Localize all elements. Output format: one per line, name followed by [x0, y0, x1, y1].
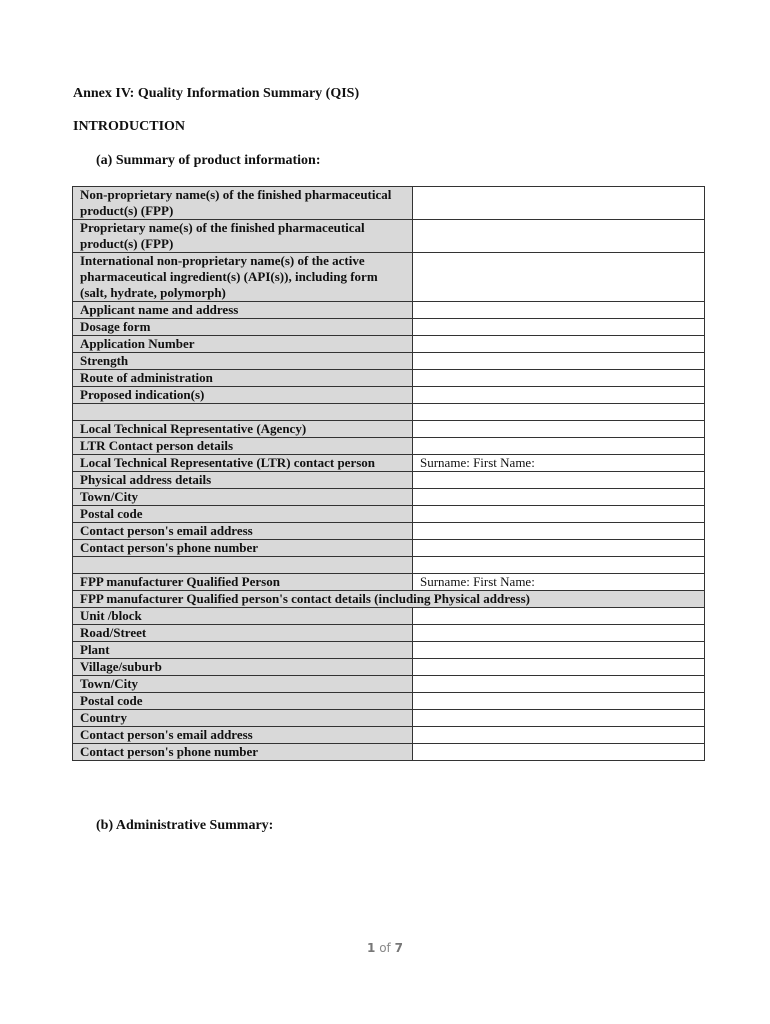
- table-row: [73, 642, 705, 659]
- table-row: [73, 506, 705, 523]
- table-label-cell: Village/suburb: [73, 659, 413, 676]
- table-spacer-cell: [73, 404, 413, 421]
- table-label-cell: Postal code: [73, 693, 413, 710]
- table-row: [73, 693, 705, 710]
- table-value-cell[interactable]: [413, 710, 705, 727]
- table-row: [73, 659, 705, 676]
- table-row: [73, 302, 705, 319]
- table-row: [73, 336, 705, 353]
- table-value-cell[interactable]: [413, 353, 705, 370]
- table-label-cell: Non-proprietary name(s) of the finished pharmaceutical product(s) (FPP): [73, 187, 413, 220]
- table-label-cell: Proposed indication(s): [73, 387, 413, 404]
- table-row: [73, 591, 705, 608]
- table-row: [73, 220, 705, 253]
- table-row: [73, 319, 705, 336]
- table-value-cell[interactable]: [413, 187, 705, 220]
- table-label-cell: Road/Street: [73, 625, 413, 642]
- table-row: [73, 676, 705, 693]
- table-value-cell[interactable]: [413, 744, 705, 761]
- table-value-cell[interactable]: [413, 676, 705, 693]
- table-row: [73, 744, 705, 761]
- table-value-cell[interactable]: [413, 540, 705, 557]
- summary-product-info-heading: (a) Summary of product information:: [96, 153, 321, 168]
- table-row: [73, 370, 705, 387]
- table-row: [73, 574, 705, 591]
- table-value-cell[interactable]: [413, 336, 705, 353]
- table-row: [73, 540, 705, 557]
- table-label-cell: Physical address details: [73, 472, 413, 489]
- table-row: [73, 253, 705, 302]
- table-value-cell[interactable]: [413, 642, 705, 659]
- table-value-cell[interactable]: [413, 625, 705, 642]
- table-spacer-cell: [73, 557, 413, 574]
- table-value-cell[interactable]: [413, 370, 705, 387]
- table-row: [73, 421, 705, 438]
- table-value-cell[interactable]: [413, 438, 705, 455]
- table-label-cell: Route of administration: [73, 370, 413, 387]
- annex-heading: Annex IV: Quality Information Summary (QIS): [73, 86, 360, 101]
- table-label-cell: Contact person's phone number: [73, 540, 413, 557]
- administrative-summary-heading: (b) Administrative Summary:: [96, 818, 274, 833]
- page-separator: of: [379, 941, 391, 955]
- table-label-cell: Postal code: [73, 506, 413, 523]
- table-value-cell[interactable]: [413, 608, 705, 625]
- table-row: [73, 438, 705, 455]
- page-indicator: [0, 941, 770, 955]
- table-value-cell[interactable]: [413, 253, 705, 302]
- table-value-cell[interactable]: [413, 404, 705, 421]
- table-row: [73, 187, 705, 220]
- table-label-cell: Contact person's email address: [73, 727, 413, 744]
- table-label-cell: Unit /block: [73, 608, 413, 625]
- table-row: [73, 523, 705, 540]
- table-row: [73, 455, 705, 472]
- table-label-cell: Dosage form: [73, 319, 413, 336]
- table-value-cell[interactable]: [413, 523, 705, 540]
- table-value-cell[interactable]: [413, 659, 705, 676]
- introduction-heading: INTRODUCTION: [73, 119, 186, 134]
- product-info-table: [72, 186, 705, 761]
- table-value-cell[interactable]: [413, 472, 705, 489]
- table-value-cell[interactable]: Surname: First Name:: [413, 574, 705, 591]
- table-row: [73, 625, 705, 642]
- table-label-cell: Proprietary name(s) of the finished pharmaceutical product(s) (FPP): [73, 220, 413, 253]
- table-label-cell: Local Technical Representative (LTR) contact person: [73, 455, 413, 472]
- table-row: [73, 727, 705, 744]
- table-value-cell[interactable]: [413, 421, 705, 438]
- table-label-cell: Application Number: [73, 336, 413, 353]
- table-row: [73, 353, 705, 370]
- table-value-cell[interactable]: [413, 387, 705, 404]
- table-value-cell[interactable]: [413, 557, 705, 574]
- table-label-cell: Local Technical Representative (Agency): [73, 421, 413, 438]
- table-row: [73, 489, 705, 506]
- page-total: 7: [394, 941, 403, 955]
- table-section-label: FPP manufacturer Qualified person's contact details (including Physical address): [73, 591, 705, 608]
- table-label-cell: Town/City: [73, 489, 413, 506]
- table-label-cell: Plant: [73, 642, 413, 659]
- table-label-cell: FPP manufacturer Qualified Person: [73, 574, 413, 591]
- table-value-cell[interactable]: [413, 506, 705, 523]
- table-value-cell[interactable]: [413, 727, 705, 744]
- table-label-cell: International non-proprietary name(s) of the active pharmaceutical ingredient(s) (API(s)), including form (salt, hydrate, polymorph): [73, 253, 413, 302]
- table-row: [73, 710, 705, 727]
- table-value-cell[interactable]: [413, 220, 705, 253]
- table-value-cell[interactable]: [413, 319, 705, 336]
- table-row: [73, 557, 705, 574]
- table-label-cell: Strength: [73, 353, 413, 370]
- table-row: [73, 404, 705, 421]
- table-value-cell[interactable]: [413, 302, 705, 319]
- page-current: 1: [367, 941, 376, 955]
- table-label-cell: Applicant name and address: [73, 302, 413, 319]
- table-value-cell[interactable]: Surname: First Name:: [413, 455, 705, 472]
- table-row: [73, 608, 705, 625]
- table-label-cell: Town/City: [73, 676, 413, 693]
- table-label-cell: Contact person's phone number: [73, 744, 413, 761]
- table-value-cell[interactable]: [413, 489, 705, 506]
- table-row: [73, 387, 705, 404]
- table-value-cell[interactable]: [413, 693, 705, 710]
- table-label-cell: Country: [73, 710, 413, 727]
- table-row: [73, 472, 705, 489]
- table-label-cell: LTR Contact person details: [73, 438, 413, 455]
- table-label-cell: Contact person's email address: [73, 523, 413, 540]
